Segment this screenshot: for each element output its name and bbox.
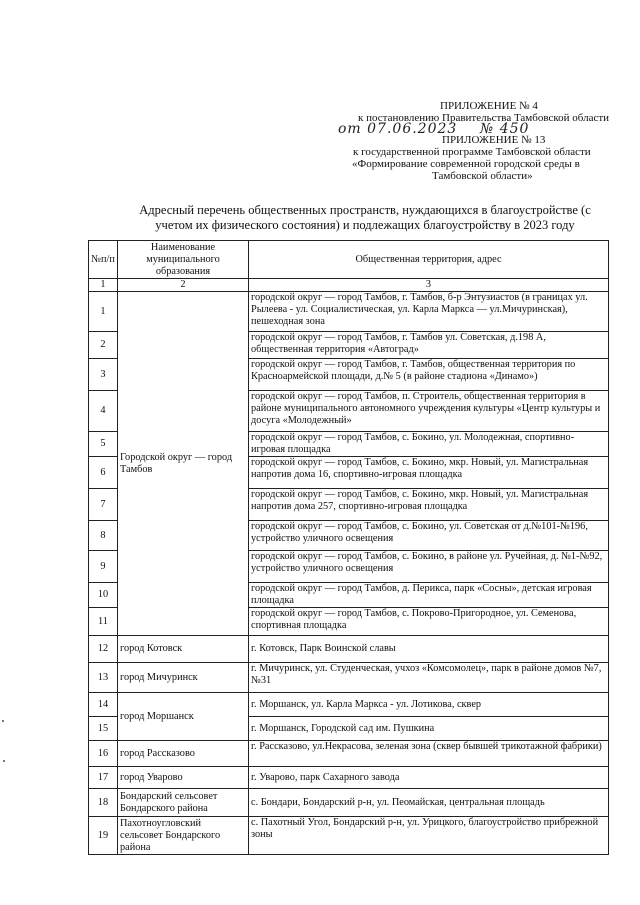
- territory-cell: г. Рассказово, ул.Некрасова, зеленая зона (сквер бывшей трикотажной фабрики): [249, 741, 609, 767]
- territory-cell: городской округ — город Тамбов, с. Покрово-Пригородное, ул. Семенова, спортивная площадка: [249, 608, 609, 636]
- row-number: 13: [89, 663, 118, 693]
- row-number: 16: [89, 741, 118, 767]
- territory-cell: с. Бондари, Бондарский р-н, ул. Пеомайская, центральная площадь: [249, 789, 609, 817]
- row-number: 5: [89, 432, 118, 457]
- header-municipality: Наименование муниципального образования: [118, 241, 249, 279]
- municipality-cell: Пахотноугловский сельсовет Бондарского района: [118, 817, 249, 855]
- public-spaces-table: [88, 240, 609, 855]
- table-row: [89, 693, 609, 717]
- table-row: [89, 292, 609, 332]
- territory-cell: городской округ — город Тамбов, г. Тамбов ул. Советская, д.198 А, общественная территория «Автоград»: [249, 332, 609, 359]
- municipality-cell: город Котовск: [118, 636, 249, 663]
- header-num: №п/п: [89, 241, 118, 279]
- row-number: 12: [89, 636, 118, 663]
- row-number: 3: [89, 359, 118, 391]
- table-row: [89, 636, 609, 663]
- handwritten-number: № 450: [480, 121, 530, 137]
- territory-cell: с. Пахотный Угол, Бондарский р-н, ул. Урицкого, благоустройство прибрежной зоны: [249, 817, 609, 855]
- territory-cell: городской округ — город Тамбов, д. Перикса, парк «Сосны», детская игровая площадка: [249, 583, 609, 608]
- table-header-row: [89, 241, 609, 279]
- row-number: 15: [89, 717, 118, 741]
- territory-cell: городской округ — город Тамбов, г. Тамбов, б-р Энтузиастов (в границах ул. Рылеева - ул. Социалистическая, ул. Карла Маркса — ул.Мичуринская), пешеходная зона: [249, 292, 609, 332]
- program-name-line1: «Формирование современной городской среды в: [352, 158, 580, 170]
- municipality-cell: город Моршанск: [118, 693, 249, 741]
- program-name-line2: Тамбовской области»: [432, 170, 533, 182]
- row-number: 6: [89, 457, 118, 489]
- municipality-cell: Бондарский сельсовет Бондарского района: [118, 789, 249, 817]
- title-line-2: учетом их физического состояния) и подлежащих благоустройству в 2023 году: [155, 218, 575, 232]
- title-line-1: Адресный перечень общественных пространств, нуждающихся в благоустройстве (с: [139, 203, 591, 217]
- territory-cell: г. Моршанск, ул. Карла Маркса - ул. Лотикова, сквер: [249, 693, 609, 717]
- territory-cell: г. Моршанск, Городской сад им. Пушкина: [249, 717, 609, 741]
- row-number: 17: [89, 767, 118, 789]
- row-number: 1: [89, 292, 118, 332]
- document-title: [120, 203, 610, 233]
- territory-cell: городской округ — город Тамбов, с. Бокино, мкр. Новый, ул. Магистральная напротив дома 16, спортивно-игровая площадка: [249, 457, 609, 489]
- column-number-row: [89, 279, 609, 292]
- territory-cell: городской округ — город Тамбов, г. Тамбов, общественная территория по Красноармейской площади, д.№ 5 (в районе стадиона «Динамо»): [249, 359, 609, 391]
- appendix-13-label: ПРИЛОЖЕНИЕ № 13: [442, 134, 546, 146]
- territory-cell: г. Уварово, парк Сахарного завода: [249, 767, 609, 789]
- table-row: [89, 741, 609, 767]
- row-number: 19: [89, 817, 118, 855]
- header-territory: Общественная территория, адрес: [249, 241, 609, 279]
- appendix-4-label: ПРИЛОЖЕНИЕ № 4: [440, 100, 538, 112]
- table-row: [89, 789, 609, 817]
- territory-cell: городской округ — город Тамбов, с. Бокино, в районе ул. Ручейная, д. №1-№92, устройство уличного освещения: [249, 551, 609, 583]
- territory-cell: г. Котовск, Парк Воинской славы: [249, 636, 609, 663]
- territory-cell: городской округ — город Тамбов, с. Бокино, ул. Советская от д.№101-№196, устройство уличного освещения: [249, 521, 609, 551]
- row-number: 2: [89, 332, 118, 359]
- territory-cell: городской округ — город Тамбов, с. Бокино, ул. Молодежная, спортивно-игровая площадка: [249, 432, 609, 457]
- municipality-cell: город Мичуринск: [118, 663, 249, 693]
- table-row: [89, 817, 609, 855]
- table-row: [89, 767, 609, 789]
- row-number: 7: [89, 489, 118, 521]
- row-number: 4: [89, 391, 118, 432]
- colnum-1: 1: [89, 279, 118, 292]
- row-number: 9: [89, 551, 118, 583]
- scan-mark: [3, 760, 5, 762]
- colnum-3: 3: [249, 279, 609, 292]
- scan-mark: [2, 720, 4, 722]
- row-number: 14: [89, 693, 118, 717]
- resolution-reference: к постановлению Правительства Тамбовской области: [358, 112, 610, 124]
- program-reference: к государственной программе Тамбовской области: [353, 146, 591, 158]
- territory-cell: г. Мичуринск, ул. Студенческая, учхоз «Комсомолец», парк в районе домов №7, №31: [249, 663, 609, 693]
- row-number: 10: [89, 583, 118, 608]
- municipality-cell: город Уварово: [118, 767, 249, 789]
- row-number: 8: [89, 521, 118, 551]
- colnum-2: 2: [118, 279, 249, 292]
- row-number: 18: [89, 789, 118, 817]
- municipality-cell: город Рассказово: [118, 741, 249, 767]
- municipality-cell: Городской округ — город Тамбов: [118, 292, 249, 636]
- territory-cell: городской округ — город Тамбов, с. Бокино, мкр. Новый, ул. Магистральная напротив дома 257, спортивно-игровая площадка: [249, 489, 609, 521]
- row-number: 11: [89, 608, 118, 636]
- table-row: [89, 663, 609, 693]
- territory-cell: городской округ — город Тамбов, п. Строитель, общественная территория в районе муниципального автономного учреждения культуры «Центр культуры и досуга «Молодежный»: [249, 391, 609, 432]
- handwritten-date: от 07.06.2023: [338, 121, 458, 137]
